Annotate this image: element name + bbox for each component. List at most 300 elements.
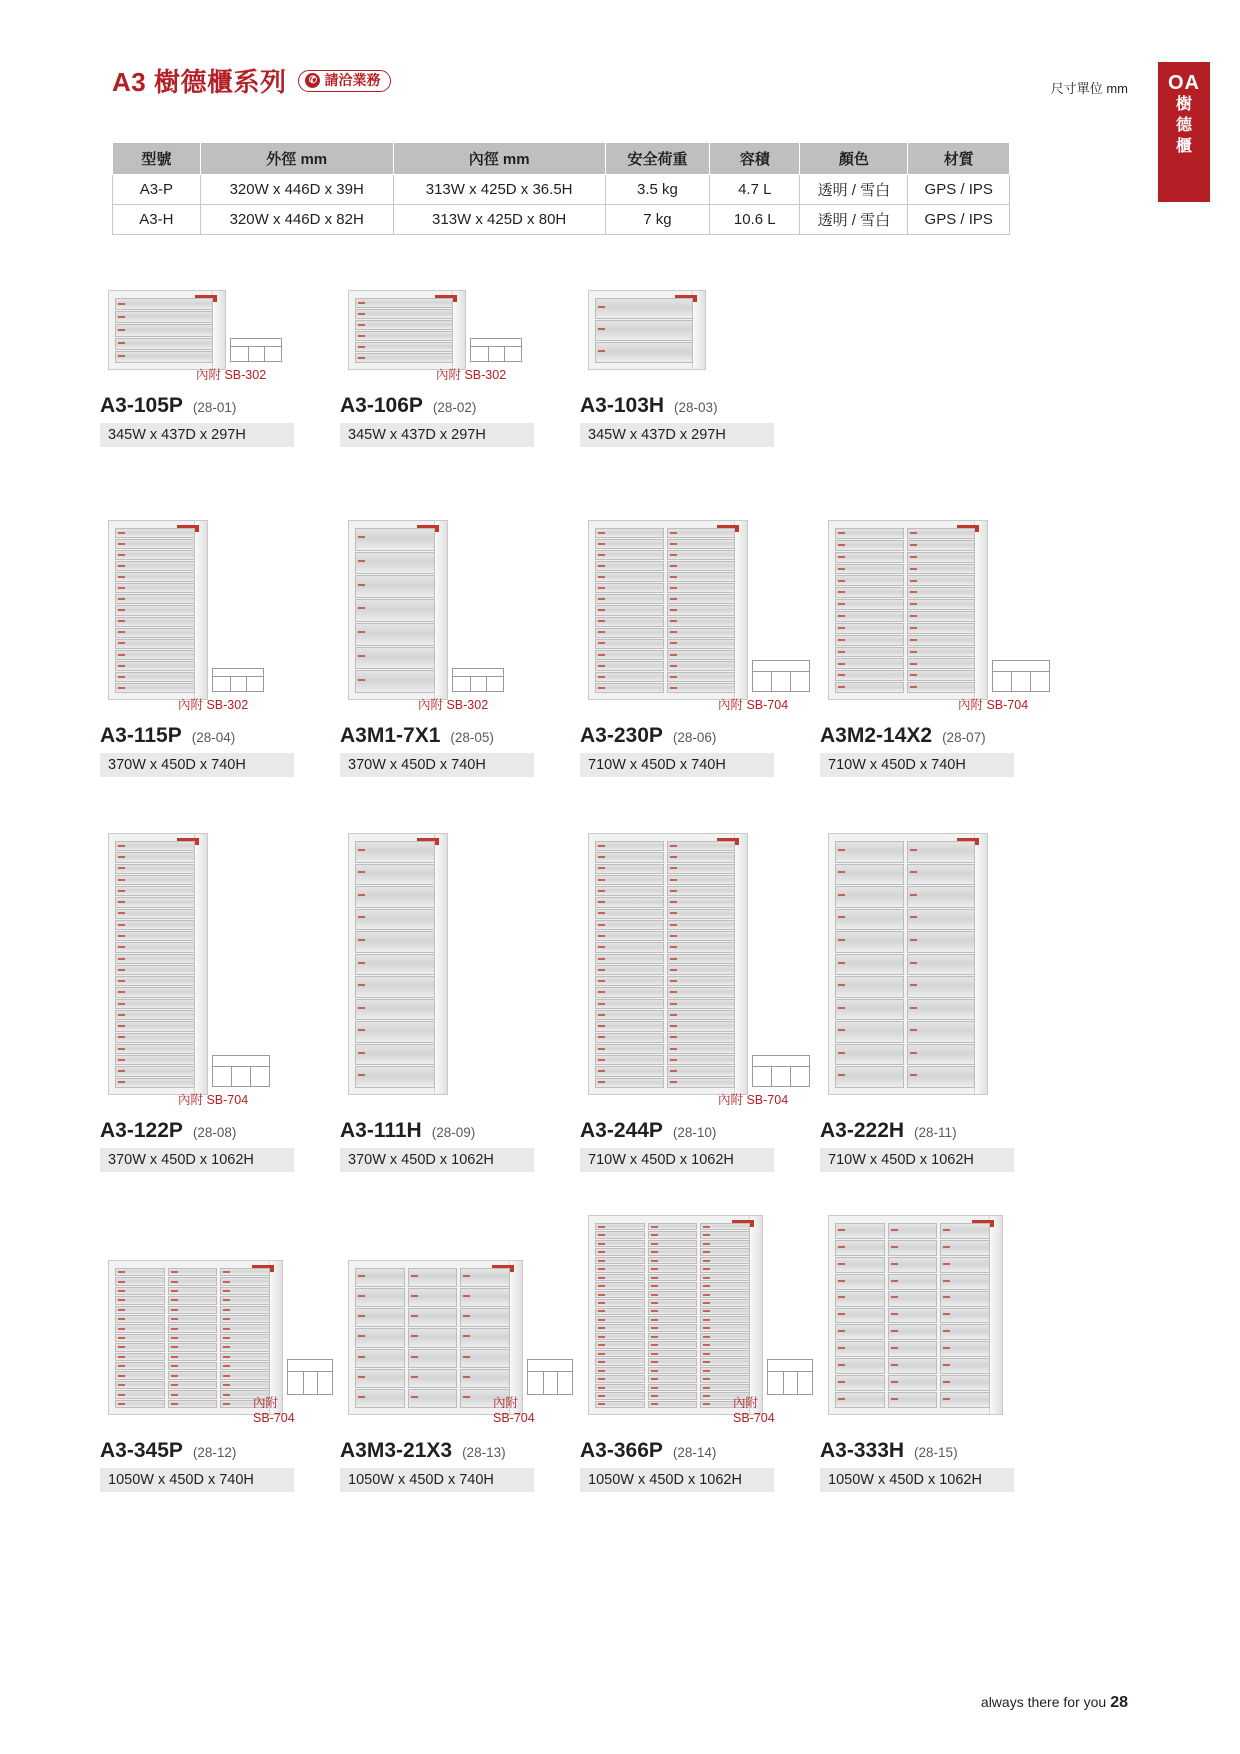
product-code: (28-08) [192, 1125, 237, 1140]
drawer [667, 572, 736, 582]
drawer [355, 342, 453, 352]
drawer [115, 1343, 165, 1351]
drawer [115, 528, 195, 538]
drawer [355, 528, 435, 551]
drawer [667, 583, 736, 593]
cabinet-side-panel [692, 291, 705, 369]
drawer [168, 1371, 218, 1379]
drawer-column [460, 1268, 510, 1408]
product-illustration [580, 492, 810, 722]
drawer [460, 1369, 510, 1388]
drawer [835, 1392, 885, 1408]
tray-divider [246, 676, 247, 691]
drawer [220, 1315, 270, 1323]
drawer [408, 1349, 458, 1368]
drawer [115, 650, 195, 660]
drawer [700, 1248, 750, 1255]
drawer [115, 987, 195, 997]
cell-model: A3-P [113, 175, 201, 205]
drawer [667, 976, 736, 986]
footer [981, 1694, 1128, 1712]
drawer [835, 1044, 904, 1066]
drawer [907, 635, 976, 646]
cell-material: GPS / IPS [908, 205, 1010, 235]
drawer [667, 864, 736, 874]
drawer [835, 841, 904, 863]
cell-load: 3.5 kg [605, 175, 710, 205]
drawer [700, 1274, 750, 1281]
drawer [907, 976, 976, 998]
product-dimensions: 370W x 450D x 740H [100, 753, 294, 777]
product-model: A3M3-21X3 [340, 1439, 453, 1462]
drawer-column [115, 841, 195, 1088]
tray-top-edge [528, 1360, 572, 1372]
product-model: A3-111H [340, 1119, 422, 1142]
cabinet-side-panel [974, 521, 987, 699]
drawer [220, 1268, 270, 1276]
drawer-column [667, 841, 736, 1088]
drawer [667, 1033, 736, 1043]
drawer [667, 683, 736, 693]
drawer [408, 1389, 458, 1408]
product-name-row [580, 394, 810, 418]
drawer [115, 1390, 165, 1398]
cell-material: GPS / IPS [908, 175, 1010, 205]
drawer [115, 1268, 165, 1276]
tray-divider [231, 1066, 232, 1086]
drawer [595, 1240, 645, 1247]
drawer [115, 875, 195, 885]
drawer [355, 331, 453, 341]
drawer [115, 965, 195, 975]
tray-divider [1011, 671, 1012, 691]
product-illustration [820, 827, 1050, 1117]
drawer [700, 1231, 750, 1238]
drawer [408, 1288, 458, 1307]
phone-icon: ✆ [305, 73, 320, 88]
drawer-column [355, 298, 453, 363]
product-dimensions: 345W x 437D x 297H [100, 423, 294, 447]
drawer [595, 841, 664, 851]
drawer [168, 1268, 218, 1276]
drawer [667, 550, 736, 560]
section-tab-oa-label: OA [1168, 72, 1200, 94]
cell-model: A3-H [113, 205, 201, 235]
included-tray-icon [212, 668, 264, 692]
product-model: A3-115P [100, 724, 182, 747]
drawer [835, 1223, 885, 1239]
tray-label: 內附 SB-704 [253, 1396, 295, 1425]
product-card [340, 262, 570, 447]
drawer [907, 528, 976, 539]
drawer [220, 1353, 270, 1361]
drawer [667, 920, 736, 930]
drawer [595, 864, 664, 874]
drawer [595, 1257, 645, 1264]
drawer-column [888, 1223, 938, 1408]
drawer [115, 572, 195, 582]
drawer [667, 605, 736, 615]
drawer [667, 617, 736, 627]
tray-divider [797, 1371, 798, 1394]
drawer [595, 942, 664, 952]
tray-divider [557, 1371, 558, 1394]
product-dimensions: 345W x 437D x 297H [580, 423, 774, 447]
cabinet-illustration [588, 833, 748, 1095]
drawer [667, 1021, 736, 1031]
drawer [115, 683, 195, 693]
tray-divider [504, 346, 505, 361]
drawer [355, 670, 435, 693]
drawer [595, 672, 664, 682]
drawer [835, 1021, 904, 1043]
drawer [595, 1282, 645, 1289]
drawer [835, 1257, 885, 1273]
drawer [115, 1021, 195, 1031]
cell-color: 透明 / 雪白 [800, 205, 908, 235]
drawer-column [595, 1223, 645, 1408]
drawer [595, 1248, 645, 1255]
tray-divider [230, 676, 231, 691]
product-name-row [100, 394, 330, 418]
drawer [168, 1362, 218, 1370]
product-card [820, 1217, 1050, 1492]
drawer [888, 1240, 938, 1256]
drawer [220, 1371, 270, 1379]
tray-label-line2: SB-704 [493, 1410, 535, 1425]
drawer [835, 599, 904, 610]
drawer [115, 886, 195, 896]
drawer [648, 1333, 698, 1340]
drawer [835, 886, 904, 908]
drawer [115, 841, 195, 851]
drawer [168, 1287, 218, 1295]
spec-header-inner: 內徑 mm [393, 143, 605, 175]
tray-label: 內附 SB-302 [436, 367, 507, 382]
tray-divider [486, 676, 487, 691]
drawer [595, 909, 664, 919]
drawer [115, 954, 195, 964]
drawer-column [700, 1223, 750, 1408]
drawer [595, 852, 664, 862]
drawer [907, 954, 976, 976]
drawer [888, 1291, 938, 1307]
drawer [408, 1308, 458, 1327]
drawer [667, 639, 736, 649]
page-header [112, 62, 1012, 108]
drawer [115, 583, 195, 593]
drawer [595, 594, 664, 604]
drawer-column [355, 1268, 405, 1408]
product-card [100, 492, 330, 777]
drawer-column [355, 528, 435, 693]
spec-table [112, 142, 1010, 235]
tray-divider [303, 1371, 304, 1394]
drawer [595, 1010, 664, 1020]
drawer [648, 1392, 698, 1399]
drawer [115, 594, 195, 604]
drawer [355, 623, 435, 646]
drawer [835, 670, 904, 681]
drawer [115, 661, 195, 671]
drawer [667, 661, 736, 671]
contact-sales-label: 請洽業務 [324, 72, 381, 88]
drawer [835, 587, 904, 598]
drawer-stack [355, 298, 453, 363]
drawer [907, 1021, 976, 1043]
drawer [595, 550, 664, 560]
drawer [355, 599, 435, 622]
drawer [888, 1308, 938, 1324]
drawer [595, 886, 664, 896]
spec-header-model: 型號 [113, 143, 201, 175]
drawer [835, 1324, 885, 1340]
product-model: A3-106P [340, 394, 423, 417]
drawer [115, 1371, 165, 1379]
drawer [595, 617, 664, 627]
drawer [115, 920, 195, 930]
drawer [940, 1223, 990, 1239]
included-tray-icon [230, 338, 282, 362]
drawer [835, 1308, 885, 1324]
drawer [888, 1341, 938, 1357]
drawer [648, 1350, 698, 1357]
cabinet-illustration [348, 833, 448, 1095]
drawer [700, 1324, 750, 1331]
tray-label: 內附 SB-704 [958, 697, 1029, 712]
drawer [355, 309, 453, 319]
drawer [835, 647, 904, 658]
tray-top-edge [213, 1056, 269, 1067]
cell-volume: 10.6 L [710, 205, 800, 235]
product-illustration [100, 827, 330, 1117]
drawer [667, 594, 736, 604]
drawer [595, 999, 664, 1009]
included-tray-icon [212, 1055, 270, 1087]
product-name-row [820, 1119, 1050, 1143]
drawer [835, 1341, 885, 1357]
drawer [835, 954, 904, 976]
drawer-column [595, 841, 664, 1088]
tray-divider [783, 1371, 784, 1394]
drawer [595, 1078, 664, 1088]
drawer [115, 942, 195, 952]
product-illustration [820, 1217, 1050, 1437]
drawer [115, 605, 195, 615]
drawer [355, 886, 435, 908]
drawer [595, 528, 664, 538]
product-name-row [580, 1119, 810, 1143]
cabinet-illustration [828, 833, 988, 1095]
tray-top-edge [213, 669, 263, 677]
cell-outer: 320W x 446D x 39H [200, 175, 393, 205]
drawer [115, 1315, 165, 1323]
product-card [580, 492, 810, 777]
product-dimensions: 370W x 450D x 1062H [340, 1148, 534, 1172]
drawer [648, 1231, 698, 1238]
drawer [595, 583, 664, 593]
drawer [940, 1240, 990, 1256]
drawer [115, 1400, 165, 1408]
drawer [648, 1324, 698, 1331]
product-card [340, 1217, 570, 1492]
drawer [835, 540, 904, 551]
product-illustration [580, 262, 810, 392]
product-model: A3-333H [820, 1439, 905, 1462]
drawer [667, 628, 736, 638]
drawer [115, 1033, 195, 1043]
product-model: A3-244P [580, 1119, 663, 1142]
product-name-row [820, 1439, 1050, 1463]
drawer [940, 1392, 990, 1408]
drawer [168, 1353, 218, 1361]
drawer [835, 528, 904, 539]
tray-label-line2: SB-704 [253, 1410, 295, 1425]
drawer [595, 1231, 645, 1238]
drawer [648, 1257, 698, 1264]
drawer [667, 909, 736, 919]
drawer-column [835, 1223, 885, 1408]
drawer [667, 841, 736, 851]
drawer [168, 1277, 218, 1285]
drawer [595, 1350, 645, 1357]
drawer [595, 1274, 645, 1281]
drawer [940, 1358, 990, 1374]
drawer [115, 909, 195, 919]
drawer [907, 587, 976, 598]
drawer [355, 909, 435, 931]
cell-outer: 320W x 446D x 82H [200, 205, 393, 235]
drawer-column [907, 528, 976, 693]
product-model: A3-366P [580, 1439, 663, 1462]
cell-load: 7 kg [605, 205, 710, 235]
table-row [113, 175, 1010, 205]
product-card [340, 827, 570, 1172]
tray-label: 內附 SB-704 [718, 697, 789, 712]
drawer [220, 1343, 270, 1351]
drawer [667, 886, 736, 896]
drawer [648, 1367, 698, 1374]
product-name-row [340, 724, 570, 748]
drawer-column [595, 528, 664, 693]
product-name-row [100, 1119, 330, 1143]
drawer [907, 886, 976, 908]
drawer [115, 1334, 165, 1342]
drawer [355, 575, 435, 598]
drawer-column [835, 841, 904, 1088]
drawer [595, 931, 664, 941]
drawer [115, 338, 213, 350]
drawer [667, 1066, 736, 1076]
drawer [648, 1291, 698, 1298]
product-code: (28-14) [672, 1445, 717, 1460]
drawer-column [408, 1268, 458, 1408]
drawer [835, 1240, 885, 1256]
drawer [595, 1308, 645, 1315]
product-name-row [580, 1439, 810, 1463]
drawer [835, 658, 904, 669]
drawer-column [940, 1223, 990, 1408]
spec-header-outer: 外徑 mm [200, 143, 393, 175]
drawer [835, 623, 904, 634]
drawer [700, 1308, 750, 1315]
cabinet-side-panel [734, 521, 747, 699]
product-code: (28-05) [450, 730, 494, 745]
drawer [595, 1392, 645, 1399]
page-title: A3 樹德櫃系列 [112, 67, 287, 97]
drawer [907, 1066, 976, 1088]
drawer [168, 1324, 218, 1332]
drawer [835, 999, 904, 1021]
drawer [595, 320, 693, 341]
drawer [835, 1291, 885, 1307]
product-dimensions: 710W x 450D x 1062H [820, 1148, 1014, 1172]
product-name-row [820, 724, 1050, 748]
drawer [940, 1375, 990, 1391]
contact-sales-badge[interactable] [298, 70, 391, 92]
drawer [667, 999, 736, 1009]
drawer [595, 561, 664, 571]
drawer [355, 1308, 405, 1327]
drawer [115, 1277, 165, 1285]
drawer [648, 1316, 698, 1323]
drawer-column [595, 298, 693, 363]
product-card [580, 827, 810, 1172]
drawer [835, 564, 904, 575]
drawer [595, 650, 664, 660]
cell-inner: 313W x 425D x 80H [393, 205, 605, 235]
drawer [595, 1358, 645, 1365]
product-dimensions: 710W x 450D x 1062H [580, 1148, 774, 1172]
drawer-column [115, 1268, 165, 1408]
drawer-stack [355, 841, 435, 1088]
drawer [595, 987, 664, 997]
drawer [595, 1375, 645, 1382]
section-tab-oa [1158, 62, 1210, 202]
drawer [667, 561, 736, 571]
tray-label: 內附 SB-302 [418, 697, 489, 712]
product-model: A3-103H [580, 394, 665, 417]
tray-top-edge [288, 1360, 332, 1372]
drawer [648, 1240, 698, 1247]
drawer [168, 1400, 218, 1408]
drawer-stack [595, 841, 735, 1088]
tray-divider [1030, 671, 1031, 691]
drawer-stack [835, 841, 975, 1088]
product-illustration [820, 492, 1050, 722]
product-code: (28-07) [942, 730, 986, 745]
drawer [595, 1401, 645, 1408]
drawer [667, 942, 736, 952]
product-name-row [100, 1439, 330, 1463]
drawer [835, 575, 904, 586]
product-dimensions: 710W x 450D x 740H [820, 753, 1014, 777]
drawer [220, 1334, 270, 1342]
tray-divider [543, 1371, 544, 1394]
drawer [115, 852, 195, 862]
drawer [835, 1274, 885, 1290]
product-code: (28-15) [914, 1445, 958, 1460]
drawer [907, 931, 976, 953]
drawer [460, 1349, 510, 1368]
cabinet-side-panel [212, 291, 225, 369]
cabinet-illustration [108, 1260, 283, 1415]
drawer [907, 841, 976, 863]
drawer [460, 1308, 510, 1327]
tray-top-edge [231, 339, 281, 347]
product-code: (28-01) [192, 400, 237, 415]
drawer [667, 528, 736, 538]
